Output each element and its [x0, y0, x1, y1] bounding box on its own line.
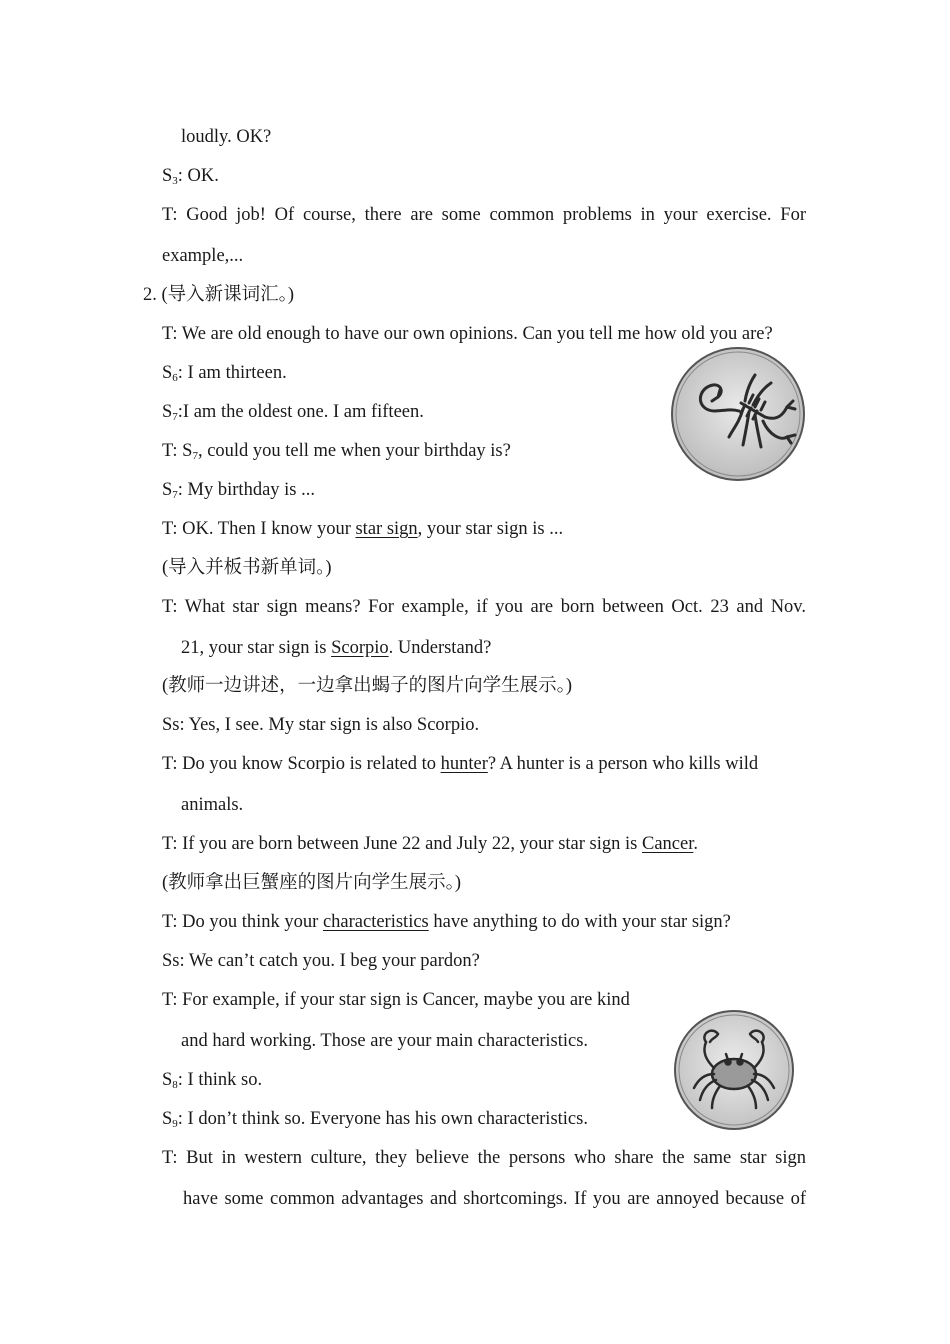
- dialogue-text: .: [693, 834, 698, 854]
- dialogue-t-example: T: For example, if your star sign is Cancer, maybe you are kind: [162, 990, 630, 1010]
- vocab-scorpio: Scorpio: [331, 638, 389, 658]
- dialogue-text: T: Do you know Scorpio is related to hunter? A hunter is a person who kills wild: [162, 754, 759, 774]
- speaker-subscript: 9: [172, 1118, 178, 1130]
- dialogue-t-means: T: What star sign means? For example, if you are born between Oct. 23 and Nov.: [162, 597, 806, 617]
- teacher-note-board: (导入并板书新单词。): [162, 558, 332, 578]
- dialogue-t-birthday: [162, 439, 511, 463]
- dialogue-t-hunter: [162, 752, 806, 776]
- speaker-subscript: 7: [192, 450, 198, 462]
- speaker-subscript: 3: [172, 175, 178, 187]
- dialogue-ss-yes: Ss: Yes, I see. My star sign is also Scorpio.: [162, 715, 480, 735]
- speaker-label: S: [162, 166, 173, 186]
- speaker-label: S: [162, 363, 173, 383]
- teacher-note-crab: (教师拿出巨蟹座的图片向学生展示。): [162, 873, 462, 893]
- speaker-subscript: 7: [172, 411, 178, 423]
- dialogue-t-means-cont: [181, 636, 491, 660]
- dialogue-text: . Understand?: [388, 638, 492, 658]
- dialogue-t-goodjob-cont: example,...: [162, 246, 244, 266]
- dialogue-t-old: T: We are old enough to have our own opinions. Can you tell me how old you are?: [162, 324, 773, 344]
- dialogue-text: T: Do you think your: [162, 912, 323, 932]
- dialogue-t-hunter-cont: animals.: [181, 795, 244, 815]
- vocab-star-sign: star sign: [355, 519, 418, 539]
- dialogue-s9: [162, 1107, 588, 1131]
- speaker-label: S: [162, 1109, 173, 1129]
- section-heading-2: 2. (导入新课词汇。): [143, 285, 295, 305]
- speaker-label: S: [162, 402, 173, 422]
- speaker-subscript: 7: [172, 489, 178, 501]
- dialogue-s6: [162, 361, 287, 385]
- dialogue-text: : I don’t think so. Everyone has his own characteristics.: [177, 1109, 588, 1129]
- dialogue-t-western: T: But in western culture, they believe the persons who share the same star sign: [162, 1148, 806, 1168]
- dialogue-text: , could you tell me when your birthday is?: [197, 441, 511, 461]
- dialogue-text: :I am the oldest one. I am fifteen.: [177, 402, 424, 422]
- dialogue-s7-age: [162, 400, 424, 424]
- dialogue-text: , your star sign is ...: [417, 519, 564, 539]
- dialogue-s8: [162, 1068, 262, 1092]
- dialogue-text: : My birthday is ...: [177, 480, 316, 500]
- vocab-characteristics: characteristics: [322, 912, 429, 932]
- speaker-subscript: 8: [172, 1079, 178, 1091]
- dialogue-s7-birthday: [162, 478, 315, 502]
- speaker-subscript: 6: [172, 372, 178, 384]
- speaker-label: S: [162, 1070, 173, 1090]
- text-line-loudly: loudly. OK?: [181, 127, 272, 147]
- scorpion-picture: [669, 345, 807, 483]
- dialogue-s3: [162, 164, 219, 188]
- crab-picture: [672, 1008, 796, 1132]
- dialogue-text: 21, your star sign is: [181, 638, 332, 658]
- vocab-hunter: hunter: [440, 754, 488, 774]
- dialogue-text: : I think so.: [177, 1070, 263, 1090]
- dialogue-text: have anything to do with your star sign?: [428, 912, 731, 932]
- dialogue-t-example-cont: and hard working. Those are your main characteristics.: [181, 1031, 589, 1051]
- speaker-label: S: [162, 480, 173, 500]
- teacher-note-scorpion: (教师一边讲述，一边拿出蝎子的图片向学生展示。): [162, 676, 573, 696]
- vocab-cancer: Cancer: [641, 834, 694, 854]
- dialogue-t-goodjob: T: Good job! Of course, there are some common problems in your exercise. For: [162, 205, 806, 225]
- dialogue-text: T: S: [162, 441, 193, 461]
- dialogue-t-starsign: [162, 517, 563, 541]
- dialogue-t-western-cont: have some common advantages and shortcomings. If you are annoyed because of: [183, 1189, 806, 1209]
- dialogue-t-characteristics: [162, 910, 731, 934]
- dialogue-text: : OK.: [177, 166, 219, 186]
- dialogue-text: T: If you are born between June 22 and July 22, your star sign is: [162, 834, 642, 854]
- dialogue-t-cancer: [162, 832, 698, 856]
- dialogue-text: : I am thirteen.: [177, 363, 287, 383]
- dialogue-ss-catch: Ss: We can’t catch you. I beg your pardon?: [162, 951, 480, 971]
- dialogue-text: T: OK. Then I know your: [162, 519, 356, 539]
